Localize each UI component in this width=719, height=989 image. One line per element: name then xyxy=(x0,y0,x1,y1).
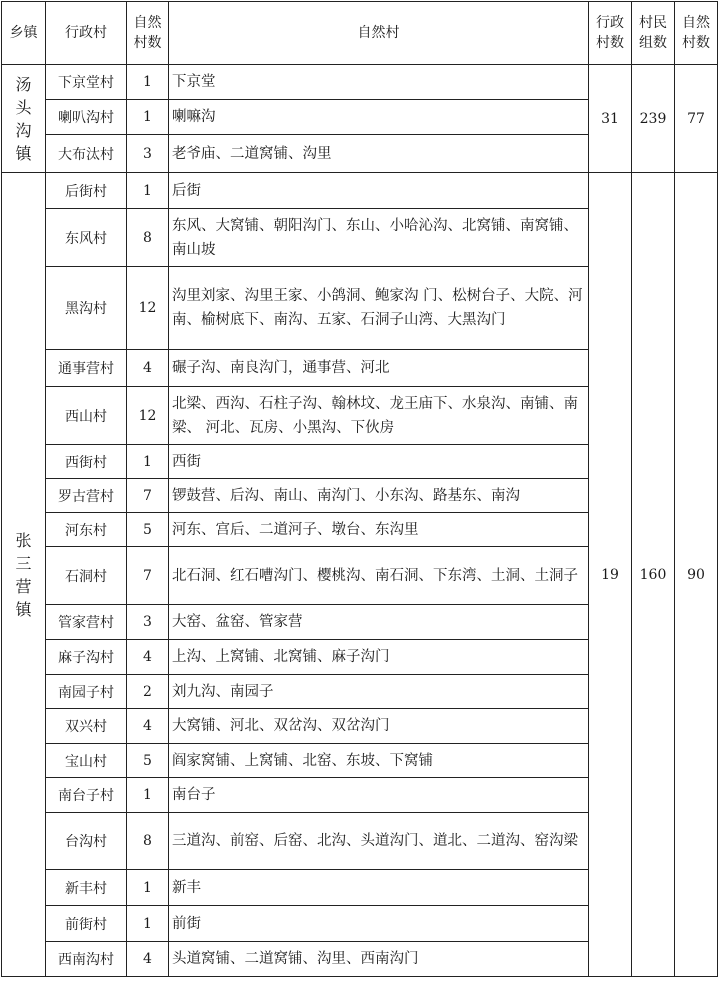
natural-village-count: 1 xyxy=(127,173,169,209)
natural-village-count: 8 xyxy=(127,209,169,267)
table-body xyxy=(2,65,718,977)
admin-village-name: 罗古营村 xyxy=(46,479,127,513)
natural-village-list: 新丰 xyxy=(169,870,589,906)
admin-village-name: 西南沟村 xyxy=(46,942,127,977)
natural-village-count: 1 xyxy=(127,870,169,906)
natural-village-count: 12 xyxy=(127,267,169,350)
natural-village-list: 上沟、上窝铺、北窝铺、麻子沟门 xyxy=(169,640,589,675)
admin-village-name: 黑沟村 xyxy=(46,267,127,350)
admin-village-name: 后街村 xyxy=(46,173,127,209)
admin-village-name: 东风村 xyxy=(46,209,127,267)
admin-village-name: 喇叭沟村 xyxy=(46,100,127,135)
header-admin-count: 行政 村数 xyxy=(589,2,632,65)
town-villager-group-total: 239 xyxy=(632,65,675,173)
natural-village-count: 12 xyxy=(127,387,169,445)
admin-village-name: 前街村 xyxy=(46,906,127,942)
town-name: 汤头沟镇 xyxy=(2,65,46,173)
admin-village-name: 麻子沟村 xyxy=(46,640,127,675)
natural-village-list: 南台子 xyxy=(169,778,589,813)
natural-village-list: 大窝铺、河北、双岔沟、双岔沟门 xyxy=(169,709,589,744)
natural-village-count: 1 xyxy=(127,100,169,135)
natural-village-list: 刘九沟、南园子 xyxy=(169,675,589,709)
header-natural-villages: 自然村 xyxy=(169,2,589,65)
town-villager-group-total: 160 xyxy=(632,173,675,977)
admin-village-name: 管家营村 xyxy=(46,605,127,640)
natural-village-count: 1 xyxy=(127,906,169,942)
header-groups-count: 村民 组数 xyxy=(632,2,675,65)
header-natural-total: 自然 村数 xyxy=(675,2,718,65)
natural-village-list: 后街 xyxy=(169,173,589,209)
natural-village-count: 3 xyxy=(127,605,169,640)
natural-village-list: 喇嘛沟 xyxy=(169,100,589,135)
header-natural-count: 自然 村数 xyxy=(127,2,169,65)
town-natural-village-total: 90 xyxy=(675,173,718,977)
natural-village-count: 3 xyxy=(127,135,169,173)
town-natural-village-total: 77 xyxy=(675,65,718,173)
natural-village-list: 东风、大窝铺、朝阳沟门、东山、小哈沁沟、北窝铺、南窝铺、南山坡 xyxy=(169,209,589,267)
natural-village-count: 5 xyxy=(127,744,169,778)
admin-village-name: 南台子村 xyxy=(46,778,127,813)
natural-village-count: 5 xyxy=(127,513,169,547)
natural-village-list: 北石洞、红石嘈沟门、樱桃沟、南石洞、下东湾、土洞、土洞子 xyxy=(169,547,589,605)
header-row xyxy=(2,2,718,65)
village-table xyxy=(1,1,718,977)
natural-village-count: 8 xyxy=(127,813,169,870)
natural-village-count: 1 xyxy=(127,65,169,100)
header-admin-village: 行政村 xyxy=(46,2,127,65)
natural-village-list: 下京堂 xyxy=(169,65,589,100)
natural-village-list: 阎家窝铺、上窝铺、北窑、东坡、下窝铺 xyxy=(169,744,589,778)
natural-village-count: 7 xyxy=(127,479,169,513)
admin-village-name: 双兴村 xyxy=(46,709,127,744)
town-admin-village-total: 19 xyxy=(589,173,632,977)
admin-village-name: 宝山村 xyxy=(46,744,127,778)
admin-village-name: 南园子村 xyxy=(46,675,127,709)
natural-village-list: 北梁、西沟、石柱子沟、翰林坟、龙王庙下、水泉沟、南铺、南梁、 河北、瓦房、小黑沟、下伙房 xyxy=(169,387,589,445)
natural-village-count: 2 xyxy=(127,675,169,709)
admin-village-name: 通事营村 xyxy=(46,350,127,387)
natural-village-count: 4 xyxy=(127,640,169,675)
natural-village-list: 大窑、盆窑、管家营 xyxy=(169,605,589,640)
natural-village-list: 河东、宫后、二道河子、墩台、东沟里 xyxy=(169,513,589,547)
natural-village-list: 锣鼓营、后沟、南山、南沟门、小东沟、路基东、南沟 xyxy=(169,479,589,513)
table-row xyxy=(2,65,718,100)
admin-village-name: 大布汰村 xyxy=(46,135,127,173)
table-row xyxy=(2,173,718,209)
natural-village-count: 4 xyxy=(127,350,169,387)
natural-village-list: 碾子沟、南良沟门，通事营、河北 xyxy=(169,350,589,387)
natural-village-count: 4 xyxy=(127,709,169,744)
natural-village-count: 1 xyxy=(127,445,169,479)
admin-village-name: 河东村 xyxy=(46,513,127,547)
natural-village-list: 老爷庙、二道窝铺、沟里 xyxy=(169,135,589,173)
natural-village-count: 7 xyxy=(127,547,169,605)
admin-village-name: 石洞村 xyxy=(46,547,127,605)
natural-village-count: 1 xyxy=(127,778,169,813)
admin-village-name: 西山村 xyxy=(46,387,127,445)
admin-village-name: 台沟村 xyxy=(46,813,127,870)
natural-village-list: 三道沟、前窑、后窑、北沟、头道沟门、道北、二道沟、窑沟梁 xyxy=(169,813,589,870)
admin-village-name: 新丰村 xyxy=(46,870,127,906)
town-admin-village-total: 31 xyxy=(589,65,632,173)
natural-village-list: 西街 xyxy=(169,445,589,479)
town-name: 张三营镇 xyxy=(2,173,46,977)
natural-village-list: 头道窝铺、二道窝铺、沟里、西南沟门 xyxy=(169,942,589,977)
natural-village-list: 沟里刘家、沟里王家、小鸽洞、鲍家沟 门、松树台子、大院、河南、榆树底下、南沟、五家、石洞子山湾、大黑沟门 xyxy=(169,267,589,350)
header-town: 乡镇 xyxy=(2,2,46,65)
natural-village-list: 前街 xyxy=(169,906,589,942)
admin-village-name: 西街村 xyxy=(46,445,127,479)
admin-village-name: 下京堂村 xyxy=(46,65,127,100)
natural-village-count: 4 xyxy=(127,942,169,977)
